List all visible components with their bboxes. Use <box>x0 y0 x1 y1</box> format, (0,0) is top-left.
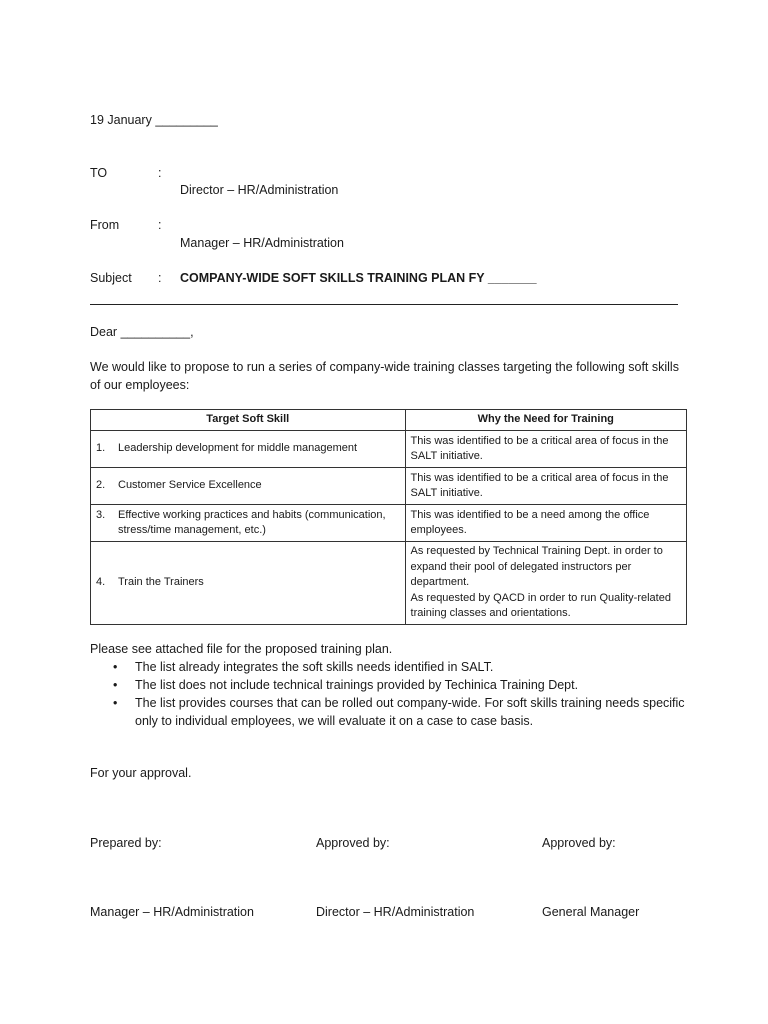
letter-date: 19 January _________ <box>90 113 218 127</box>
reason-line: As requested by Technical Training Dept. in order to expand their pool of delegated instructors per department. <box>410 545 663 588</box>
list-item <box>90 658 690 676</box>
notes-list <box>90 658 690 730</box>
table-cell-reason <box>405 542 686 625</box>
to-value: Director – HR/Administration <box>180 183 339 197</box>
table-cell-skill <box>91 505 406 542</box>
list-item-text: The list does not include technical trainings provided by Techinica Training Dept. <box>135 678 579 692</box>
from-colon: : <box>158 218 162 232</box>
table-cell-reason: This was identified to be a critical area of focus in the SALT initiative. <box>405 431 686 468</box>
table-cell-reason: This was identified to be a need among the office employees. <box>405 505 686 542</box>
list-item-text: The list already integrates the soft skills needs identified in SALT. <box>135 660 494 674</box>
salutation: Dear __________, <box>90 325 194 339</box>
signatory-general-manager: General Manager <box>542 905 640 919</box>
bullet-glyph: • <box>113 696 118 710</box>
approval-request: For your approval. <box>90 766 192 780</box>
list-item <box>90 676 690 694</box>
table-row <box>91 505 687 542</box>
table-cell-skill <box>91 542 406 625</box>
from-value: Manager – HR/Administration <box>180 236 344 250</box>
table-row <box>91 542 687 625</box>
to-label: TO <box>90 166 108 180</box>
skill-text: Train the Trainers <box>118 576 204 588</box>
row-number: 2. <box>96 479 106 492</box>
approved-by-label: Approved by: <box>316 836 390 850</box>
list-item <box>90 694 690 730</box>
intro-paragraph: We would like to propose to run a series of company-wide training classes targeting the following soft skills of our employees: <box>90 360 679 392</box>
table-header-row <box>91 410 687 431</box>
skill-text: Customer Service Excellence <box>118 479 262 492</box>
row-number: 1. <box>96 442 106 455</box>
row-number: 3. <box>96 508 106 521</box>
subject-value: COMPANY-WIDE SOFT SKILLS TRAINING PLAN FY _______ <box>180 271 537 285</box>
from-label: From <box>90 218 120 232</box>
subject-label: Subject <box>90 271 132 285</box>
bullet-glyph: • <box>113 678 118 692</box>
table-row <box>91 468 687 505</box>
table-header-skill: Target Soft Skill <box>91 410 406 431</box>
training-table <box>90 409 687 625</box>
reason-line: As requested by QACD in order to run Quality-related training classes and orientations. <box>410 591 671 619</box>
signatory-manager: Manager – HR/Administration <box>90 905 254 919</box>
header-divider <box>90 304 678 305</box>
approved-by-label-2: Approved by: <box>542 836 616 850</box>
skill-text: Leadership development for middle management <box>118 442 358 455</box>
prepared-by-label: Prepared by: <box>90 836 162 850</box>
table-cell-skill <box>91 431 406 468</box>
table-row <box>91 431 687 468</box>
attached-note: Please see attached file for the proposed training plan. <box>90 642 393 656</box>
table-cell-skill <box>91 468 406 505</box>
skill-text: Effective working practices and habits (communication, stress/time management, etc.) <box>118 508 386 536</box>
table-header-reason: Why the Need for Training <box>405 410 686 431</box>
row-number: 4. <box>96 576 106 588</box>
list-item-text: The list provides courses that can be rolled out company-wide. For soft skills training needs specific only to individual employees, we will evaluate it on a case to case basis. <box>135 696 685 728</box>
to-colon: : <box>158 166 162 180</box>
bullet-glyph: • <box>113 660 118 674</box>
signatory-director: Director – HR/Administration <box>316 905 475 919</box>
table-cell-reason: This was identified to be a critical area of focus in the SALT initiative. <box>405 468 686 505</box>
subject-colon: : <box>158 271 162 285</box>
